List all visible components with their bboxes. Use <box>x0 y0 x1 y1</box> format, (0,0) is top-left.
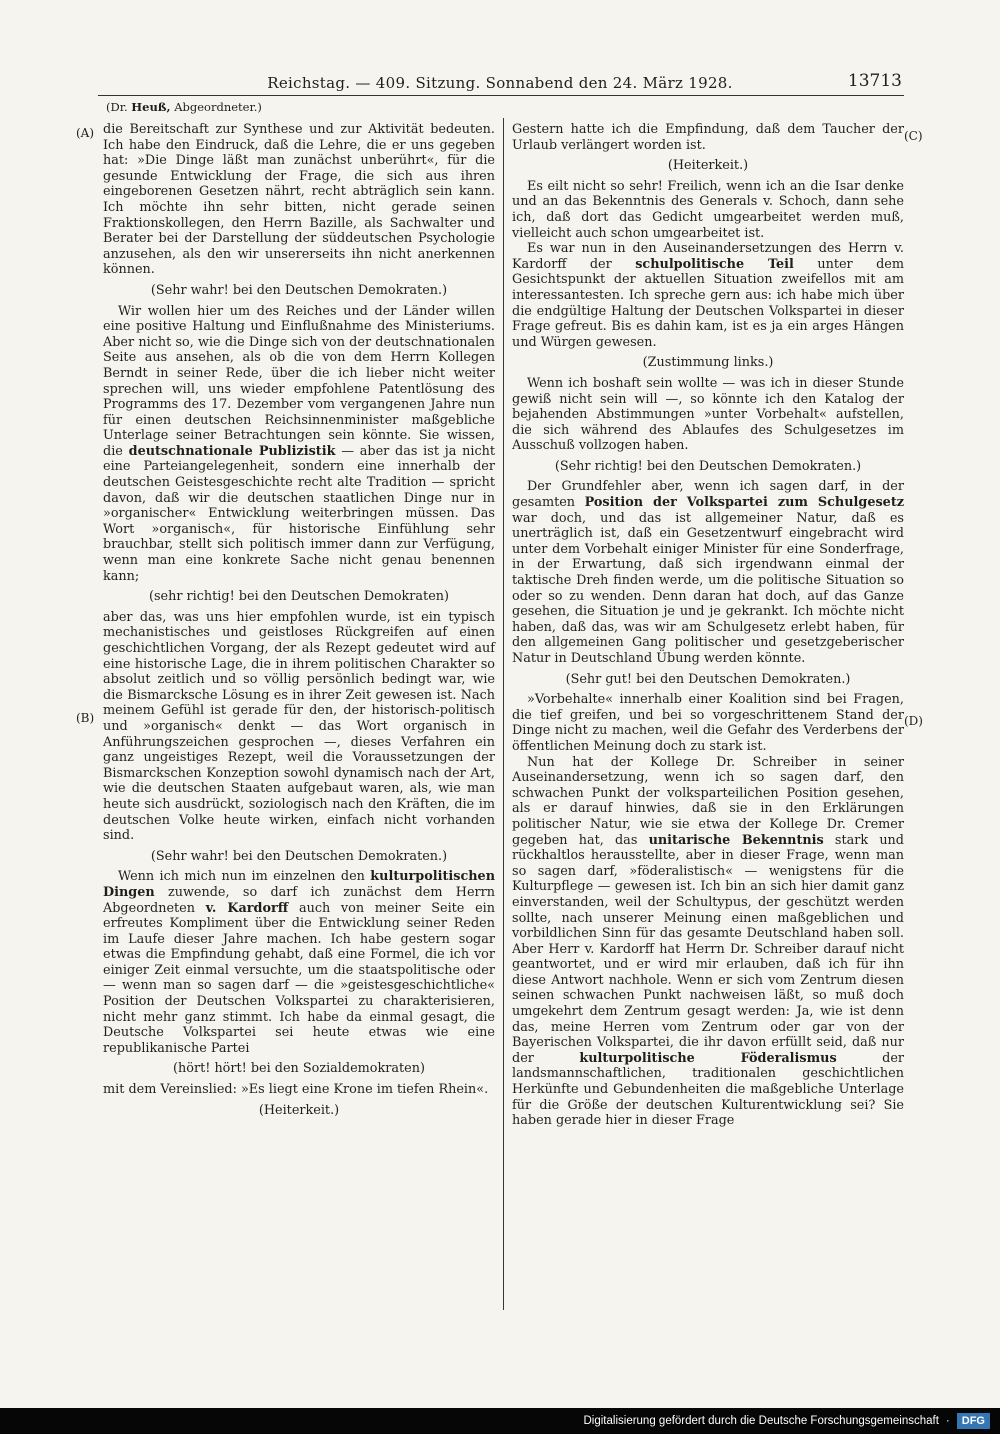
speech-paragraph <box>103 122 495 278</box>
emphasized-text: kulturpolitischen Dingen <box>103 869 495 900</box>
text-run: Wenn ich boshaft sein wollte — was ich in dieser Stunde gewiß nicht sein will —, so könnte ich den Katalog der bejahenden Abstimmungen »unter Vorbehalt« aufstellen, die sich während des Ablaufes des Schulgesetzes im Ausschuß vollzogen haben. <box>512 375 904 454</box>
margin-label-b: (B) <box>76 711 95 725</box>
speaker-continuation-note <box>106 100 262 114</box>
emphasized-text: unitarische Bekenntnis <box>648 832 824 848</box>
interjection <box>103 1103 495 1119</box>
page-number: 13713 <box>847 71 902 91</box>
text-run: auch von meiner Seite ein erfreutes Kompliment über die Entwicklung seiner Reden im Laufe dieser Jahre machen. Ich habe gestern sogar etwas die Empfindung gehabt, daß eine Formel, die ich vor einiger Zeit einmal versuchte, um die staatspolitische oder — wenn man so sagen darf — die »geistesgeschichtliche« Position der Deutschen Volkspartei zu charakterisieren, nicht mehr ganz stimmt. Ich habe da einmal gesagt, die Deutsche Volkspartei sei heute etwas wie eine republikanische Partei <box>103 900 495 1056</box>
speech-paragraph <box>512 479 904 666</box>
footer-separator: · <box>945 1415 950 1427</box>
text-run: Wir wollen hier um des Reiches und der Länder willen eine positive Haltung und Einflußnahme des Ministeriums. Aber nicht so, wie die Dinge sich von der deutschnationalen Seite aus ansehen, als ob die von dem Herrn Kollegen Berndt in seiner Rede, über die ich lieber nicht weiter sprechen will, uns wieder empfohlene Patentlösung des Programms des 17. Dezember vom vergangenen Jahre nun für einen deutschen Reichsinnenminister maßgebliche Unterlage seiner Betrachtungen sein könnte. Sie wissen, die <box>103 303 495 459</box>
text-run: aber das, was uns hier empfohlen wurde, ist ein typisch mechanistisches und geistloses Rückgreifen auf einen geschichtlichen Vorgang, der als Rezept gedeutet wird auf eine historische Lage, die in ihrem politischen Charakter so absolut zeitlich und so völlig persönlich bedingt war, wie die Bismarcksche Lösung es in ihrer Zeit gewesen ist. Nach meinem Gefühl ist gerade für den, der historisch-politisch und »organisch« denkt — das Wort organisch in Anführungszeichen gesprochen —, dieses Verfahren ein ganz ungeistiges Rezept, weil die Voraussetzungen der Bismarckschen Konzeption sowohl dynamisch nach der Art, wie die deutschen Staaten aufgebaut waren, als, wie man heute sich ausdrückt, soziologisch nach den Kräften, die im deutschen Volke heute wirken, einfach nicht vorhanden sind. <box>103 609 495 844</box>
session-header-title: Reichstag. — 409. Sitzung. Sonnabend den 24. März 1928. <box>267 74 733 92</box>
emphasized-text: v. Kardorff <box>205 900 289 916</box>
text-run: (Zustimmung links.) <box>642 355 774 371</box>
digitization-credit-text: Digitalisierung gefördert durch die Deutsche Forschungsgemeinschaft <box>583 1415 939 1427</box>
interjection <box>512 672 904 688</box>
interjection <box>103 589 495 605</box>
emphasized-text: schulpolitische Teil <box>635 256 794 272</box>
text-run: Abgeordneter.) <box>170 100 262 114</box>
text-run: »Vorbehalte« innerhalb einer Koalition sind bei Fragen, die tief greifen, und bei so vorgeschrittenem Stand der Dinge nicht zu machen, weil die Gefahr des Verderbens der öffentlichen Meinung doch zu stark ist. <box>512 692 904 754</box>
emphasized-text: kulturpolitische Föderalismus <box>579 1050 837 1066</box>
margin-label-c: (C) <box>904 129 923 143</box>
text-run: Gestern hatte ich die Empfindung, daß dem Taucher der Urlaub verlängert worden ist. <box>512 122 904 153</box>
speech-paragraph <box>103 304 495 585</box>
text-run: (Dr. <box>106 100 132 114</box>
speech-paragraph <box>512 376 904 454</box>
interjection <box>512 355 904 371</box>
interjection <box>103 1061 495 1077</box>
speech-paragraph <box>512 241 904 350</box>
speech-paragraph <box>512 179 904 241</box>
text-run: unter dem Gesichtspunkt der aktuellen Situation zweifellos mit am interessantesten. Ich spreche gern aus: ich habe mich über die endgültige Haltung der Deutschen Volkspartei in dieser Frage gefreut. Bis es dahin kam, ist es ja ein arges Hängen und Würgen gewesen. <box>512 256 905 350</box>
speech-paragraph <box>512 122 904 153</box>
text-run: (Heiterkeit.) <box>667 158 749 174</box>
text-run: zuwende, so darf ich zunächst dem Herrn Abgeordneten <box>103 884 495 916</box>
text-run: war doch, und das ist allgemeiner Natur, daß es unerträglich ist, daß ein Gesetzentwurf eingebracht wird unter dem Vorbehalt einiger Minister für eine Sonderfrage, in der Erwartung, daß sich irgendwann einmal der taktische Dreh finden werde, um die politische Situation so oder so zu wenden. Denn daran hat doch, auf das Ganze gesehen, die Situation je und je gekrankt. Ich möchte nicht haben, daß das, was wir am Schulgesetz erlebt haben, für den allgemeinen Gang politischer und gesetzgeberischer Natur in Deutschland Übung werden könnte. <box>512 510 904 666</box>
text-run: stark und rückhaltlos herausstellte, aber in dieser Frage, wenn man so sagen darf, »föderalistisch« — wenigstens für die Kulturpflege — gewesen ist. Ich bin an sich hier damit ganz einverstanden, weil der Schultypus, der geschützt werden sollte, nach unserer Meinung einen maßgeblichen und vorbildlichen Sinn für das gesamte Deutschland haben soll. Aber Herr v. Kardorff hat Herrn Dr. Schreiber darauf nicht geantwortet, und er wird mir erlauben, daß ich für ihn diese Antwort nachhole. Wenn er sich vom Zentrum diesen seinen schwachen Punkt nachweisen läßt, so muß doch umgekehrt dem Zentrum gesagt werden: Ja, wie ist denn das, meine Herren vom Zentrum oder gar von der Bayerischen Volkspartei, die ihr davon erfüllt seid, daß nur der <box>512 832 904 1066</box>
digitization-footer <box>0 1408 1000 1434</box>
text-run: (Sehr gut! bei den Deutschen Demokraten.) <box>565 671 851 687</box>
text-run: (Sehr wahr! bei den Deutschen Demokraten.) <box>150 848 448 864</box>
text-run: (Sehr wahr! bei den Deutschen Demokraten.) <box>150 282 448 298</box>
right-column <box>512 122 904 1129</box>
text-run: der landsmannschaftlichen, traditionalen geschichtlichen Herkünfte und Gebundenheiten die maßgebliche Unterlage für die Größe der deutschen Kulturentwicklung sei? Sie haben gerade hier in dieser Frage <box>512 1050 905 1129</box>
interjection <box>103 283 495 299</box>
speech-paragraph <box>103 869 495 1056</box>
interjection <box>512 459 904 475</box>
speech-paragraph <box>103 610 495 844</box>
emphasized-text: deutschnationale Publizistik <box>128 443 336 459</box>
speech-paragraph <box>103 1082 495 1098</box>
left-column <box>103 122 495 1123</box>
emphasized-text: Position der Volkspartei zum Schulgesetz <box>584 495 904 511</box>
text-run: mit dem Vereinslied: »Es liegt eine Krone im tiefen Rhein«. <box>103 1082 489 1098</box>
speech-paragraph <box>512 755 904 1129</box>
interjection <box>512 158 904 174</box>
margin-label-a: (A) <box>76 126 95 140</box>
text-run: (Heiterkeit.) <box>258 1102 340 1118</box>
text-run: Es eilt nicht so sehr! Freilich, wenn ich an die Isar denke und an das Bekenntnis des Generals v. Schoch, dann sehe ich, daß dort das Gedicht umgearbeitet werden muß, vielleicht auch schon umgearbeitet ist. <box>512 178 904 241</box>
column-divider <box>503 118 504 1310</box>
dfg-logo: DFG <box>957 1413 990 1429</box>
text-run: die Bereitschaft zur Synthese und zur Aktivität bedeuten. Ich habe den Eindruck, daß die Lehre, die er uns gegeben hat: »Die Dinge läßt man zunächst unberührt«, für die gesunde Entwicklung der Frage, die sich aus ihren eingeborenen Gesetzen nährt, recht abträglich sein kann. Ich möchte ihn sehr bitten, nicht gerade seinen Fraktionskollegen, den Herrn Bazille, als Sachwalter und Berater bei der Darstellung der süddeutschen Psychologie anzusehen, als den wir unsererseits ihn nicht anerkennen können. <box>103 122 495 278</box>
text-run: — aber das ist ja nicht eine Parteiangelegenheit, sondern eine innerhalb der deutschen Geistesgeschichte recht alte Tradition — spricht davon, daß wir die deutschen staatlichen Dinge nur in »organischer« Entwicklung weiterbringen müssen. Das Wort »organisch«, für historische Einfühlung sehr brauchbar, stellt sich politisch immer dann zur Verfügung, wenn man eine konkrete Sache nicht genau benennen kann; <box>103 443 495 584</box>
text-run: Wenn ich mich nun im einzelnen den <box>118 869 371 885</box>
speech-paragraph <box>512 692 904 754</box>
text-run: Es war nun in den Auseinandersetzungen des Herrn v. Kardorff der <box>512 241 904 272</box>
text-run: Der Grundfehler aber, wenn ich sagen darf, in der gesamten <box>512 479 904 511</box>
emphasized-text: Heuß, <box>131 100 171 114</box>
margin-label-d: (D) <box>904 714 923 728</box>
text-run: Nun hat der Kollege Dr. Schreiber in seiner Auseinandersetzung, wenn ich so sagen darf, den schwachen Punkt der volksparteilichen Position gesehen, als er darauf hinwies, daß sie in den Erklärungen politischer Natur, wie sie etwa der Kollege Dr. Cremer gegeben hat, das <box>512 754 904 848</box>
text-run: (hört! hört! bei den Sozialdemokraten) <box>173 1061 425 1077</box>
text-run: (sehr richtig! bei den Deutschen Demokraten) <box>148 589 449 605</box>
interjection <box>103 849 495 865</box>
text-run: (Sehr richtig! bei den Deutschen Demokraten.) <box>554 458 862 474</box>
header-rule <box>98 95 904 96</box>
